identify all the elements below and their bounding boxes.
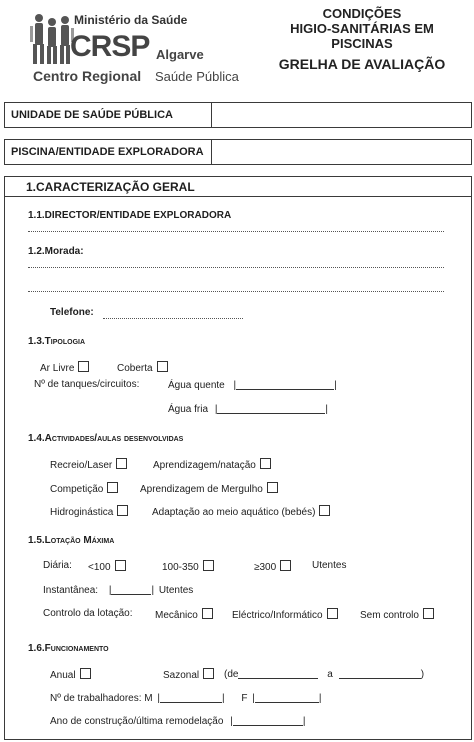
aprend-natacao-option[interactable] (153, 458, 271, 471)
hidroginastica-label: Hidroginástica (50, 507, 114, 518)
document-title (252, 6, 472, 72)
piscina-field[interactable] (4, 139, 472, 165)
competicao-option[interactable] (50, 482, 118, 495)
title-line: HIGIO-SANITÁRIAS EM (290, 21, 434, 36)
lt100-label: <100 (88, 562, 111, 573)
adaptacao-checkbox[interactable] (319, 505, 330, 516)
agua-quente-field[interactable]: Água quente | | (168, 380, 337, 391)
tipologia-heading: 1.3.Tipologia (28, 336, 86, 347)
saude-publica-label: Saúde Pública (155, 69, 239, 84)
trab-f-input[interactable] (255, 692, 319, 703)
sazonal-option[interactable] (163, 668, 214, 681)
aprend-mergulho-checkbox[interactable] (267, 482, 278, 493)
utentes2-label: Utentes (158, 585, 194, 596)
piscina-label: PISCINA/ENTIDADE EXPLORADORA (11, 146, 204, 158)
trab-m-input[interactable] (160, 692, 222, 703)
lt100-checkbox[interactable] (115, 560, 126, 571)
electrico-label: Eléctrico/Informático (232, 610, 323, 621)
instantanea-field[interactable]: Instantânea: | | Utentes (43, 585, 194, 596)
ar-livre-checkbox[interactable] (78, 361, 89, 372)
sem-controlo-checkbox[interactable] (423, 608, 434, 619)
coberta-option[interactable] (117, 361, 168, 374)
title-line: CONDIÇÕES (322, 6, 402, 21)
mecanico-checkbox[interactable] (202, 608, 213, 619)
morada-heading: 1.2.Morada: (28, 246, 84, 257)
funcionamento-heading: 1.6.Funcionamento (28, 643, 109, 654)
instantanea-input[interactable] (111, 584, 151, 595)
morada-line-2[interactable] (28, 291, 444, 292)
section-title: 1.CARACTERIZAÇÃO GERAL (26, 180, 195, 194)
periodo-field[interactable] (224, 668, 424, 680)
coberta-label: Coberta (117, 363, 153, 374)
mecanico-option[interactable] (155, 608, 213, 621)
sazonal-checkbox[interactable] (203, 668, 214, 679)
periodo-inicio-input[interactable] (238, 668, 318, 679)
aprend-natacao-label: Aprendizagem/natação (153, 460, 256, 471)
ge300-label: ≥300 (254, 562, 277, 573)
actividades-heading: 1.4.Actividades/aulas desenvolvidas (28, 433, 184, 444)
a-label: a (327, 669, 333, 680)
lt100-option[interactable] (88, 560, 126, 573)
unidade-label: UNIDADE DE SAÚDE PÚBLICA (11, 109, 173, 121)
morada-line-1[interactable] (28, 267, 444, 268)
ano-input[interactable] (233, 715, 303, 726)
de-label: (de (224, 669, 239, 680)
ar-livre-label: Ar Livre (40, 363, 75, 374)
telefone-line[interactable] (103, 318, 243, 319)
recreio-checkbox[interactable] (116, 458, 127, 469)
recreio-option[interactable] (50, 458, 127, 471)
hidroginastica-checkbox[interactable] (117, 505, 128, 516)
n-tanques-label: Nº de tanques/circuitos: (34, 379, 140, 390)
r100-350-checkbox[interactable] (203, 560, 214, 571)
agua-fria-field[interactable]: Água fria | | (168, 404, 329, 415)
anual-option[interactable] (50, 668, 91, 681)
director-line[interactable] (28, 231, 444, 232)
ar-livre-option[interactable] (40, 361, 89, 374)
hidroginastica-option[interactable] (50, 505, 128, 518)
lotacao-heading: 1.5.Lotação Máxima (28, 535, 115, 546)
utentes-label: Utentes (312, 560, 347, 571)
competicao-checkbox[interactable] (107, 482, 118, 493)
region-label: Algarve (156, 47, 204, 62)
competicao-label: Competição (50, 484, 104, 495)
aprend-mergulho-label: Aprendizagem de Mergulho (140, 484, 263, 495)
r100-350-label: 100-350 (162, 562, 199, 573)
aprend-mergulho-option[interactable] (140, 482, 278, 495)
ge300-checkbox[interactable] (280, 560, 291, 571)
close-paren-label: ) (420, 669, 425, 680)
coberta-checkbox[interactable] (157, 361, 168, 372)
n-trabalhadores-field[interactable]: Nº de trabalhadores: M | | F | | (50, 693, 322, 704)
n-trab-label: Nº de trabalhadores: M (50, 693, 153, 704)
agua-fria-label: Água fria (168, 404, 209, 415)
instantanea-label: Instantânea: (43, 585, 99, 596)
title-line: PISCINAS (331, 36, 393, 51)
ano-label: Ano de construção/última remodelação (50, 716, 224, 727)
agua-quente-label: Água quente (168, 380, 225, 391)
f-label: F (241, 693, 248, 704)
agua-fria-input[interactable] (217, 403, 325, 414)
aprend-natacao-checkbox[interactable] (260, 458, 271, 469)
periodo-fim-input[interactable] (339, 668, 421, 679)
people-figures-icon (30, 12, 74, 70)
centro-regional-label: Centro Regional (33, 68, 142, 84)
ministry-label: Ministério da Saúde (74, 13, 188, 27)
crsp-label: CRSP (70, 30, 150, 63)
sazonal-label: Sazonal (163, 670, 200, 681)
electrico-checkbox[interactable] (327, 608, 338, 619)
r100-350-option[interactable] (162, 560, 214, 573)
electrico-option[interactable] (232, 608, 338, 621)
adaptacao-option[interactable] (152, 505, 330, 518)
unidade-field[interactable] (4, 102, 472, 128)
telefone-label: Telefone: (50, 307, 94, 318)
ge300-option[interactable] (254, 560, 291, 573)
ano-construcao-field[interactable]: Ano de construção/última remodelação | | (50, 716, 306, 727)
director-heading: 1.1.DIRECTOR/ENTIDADE EXPLORADORA (28, 210, 232, 221)
mecanico-label: Mecânico (155, 610, 198, 621)
adaptacao-label: Adaptação ao meio aquático (bebés) (152, 507, 316, 518)
sem-controlo-option[interactable] (360, 608, 434, 621)
anual-label: Anual (50, 670, 76, 681)
diaria-label: Diária: (43, 560, 72, 571)
document-subtitle: GRELHA DE AVALIAÇÃO (278, 56, 446, 72)
sem-controlo-label: Sem controlo (360, 610, 419, 621)
controlo-label: Controlo da lotação: (43, 608, 133, 619)
agua-quente-input[interactable] (236, 379, 334, 390)
recreio-label: Recreio/Laser (50, 460, 113, 471)
anual-checkbox[interactable] (80, 668, 91, 679)
